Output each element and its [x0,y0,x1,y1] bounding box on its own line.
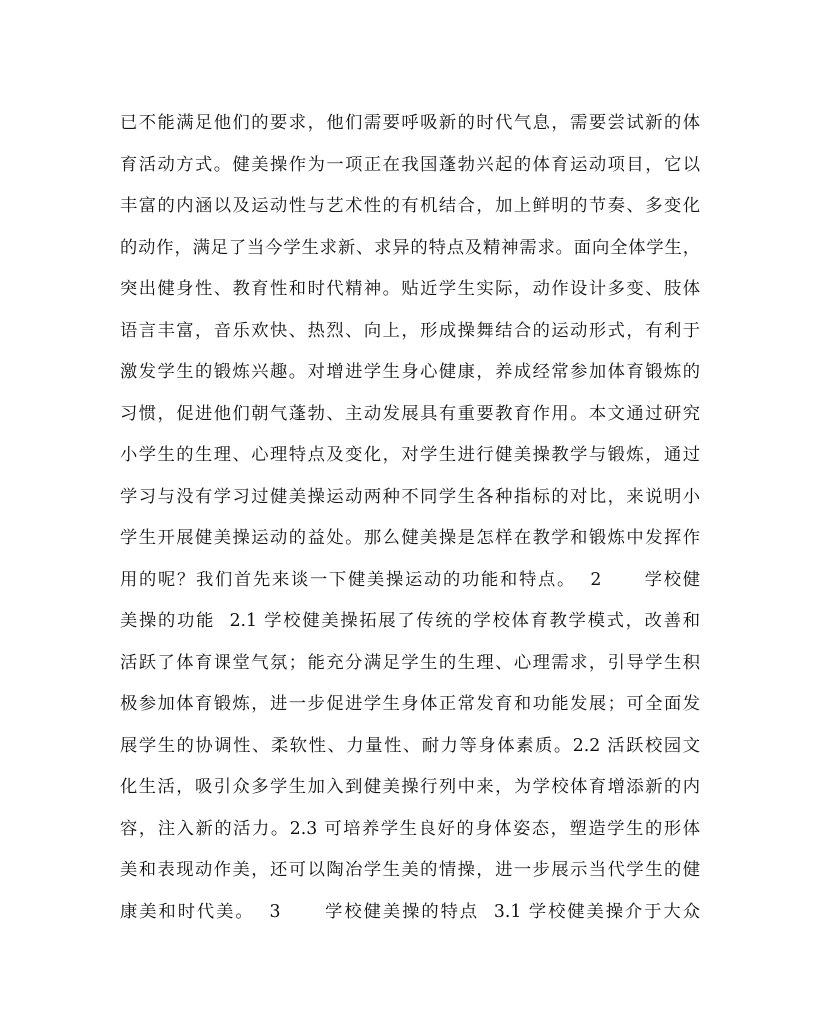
text-line-17: 化生活，吸引众多学生加入到健美操行列中来，为学校体育增添新的内 [120,777,700,797]
text-line-8: 习惯，促进他们朝气蓬勃、主动发展具有重要教育作用。本文通过研究 [120,403,700,424]
text-line-12: 用的呢？我们首先来谈一下健美操运动的功能和特点。 2 学校健 [120,569,700,590]
text-line-13: 美操的功能 2.1 学校健美操拓展了传统的学校体育教学模式，改善和 [120,611,700,631]
text-line-14: 活跃了体育课堂气氛；能充分满足学生的生理、心理需求，引导学生积 [120,652,700,673]
text-line-18: 容，注入新的活力。2.3 可培养学生良好的身体姿态，塑造学生的形体 [120,818,700,839]
text-line-3: 丰富的内涵以及运动性与艺术性的有机结合，加上鲜明的节奏、多变化 [120,196,700,216]
text-line-9: 小学生的生理、心理特点及变化，对学生进行健美操教学与锻炼，通过 [120,445,700,465]
text-line-4: 的动作，满足了当今学生求新、求异的特点及精神需求。面向全体学生， [120,237,700,258]
text-line-16: 展学生的协调性、柔软性、力量性、耐力等身体素质。2.2 活跃校园文 [120,735,700,756]
text-line-1: 已不能满足他们的要求，他们需要呼吸新的时代气息，需要尝试新的体 [120,113,700,133]
text-line-15: 极参加体育锻炼，进一步促进学生身体正常发育和功能发展；可全面发 [120,694,700,714]
body-text [120,103,700,933]
text-line-6: 语言丰富，音乐欢快、热烈、向上，形成操舞结合的运动形式，有利于 [120,320,700,341]
text-line-5: 突出健身性、教育性和时代精神。贴近学生实际，动作设计多变、肢体 [120,279,700,299]
text-line-10: 学习与没有学习过健美操运动两种不同学生各种指标的对比，来说明小 [120,486,700,507]
text-line-7: 激发学生的锻炼兴趣。对增进学生身心健康，养成经常参加体育锻炼的 [120,362,700,382]
text-line-19: 美和表现动作美，还可以陶冶学生美的情操，进一步展示当代学生的健 [120,860,700,880]
text-line-11: 学生开展健美操运动的益处。那么健美操是怎样在教学和锻炼中发挥作 [120,528,700,548]
text-line-20: 康美和时代美。 3 学校健美操的特点 3.1 学校健美操介于大众 [120,901,700,922]
text-line-2: 育活动方式。健美操作为一项正在我国蓬勃兴起的体育运动项目，它以 [120,154,700,175]
